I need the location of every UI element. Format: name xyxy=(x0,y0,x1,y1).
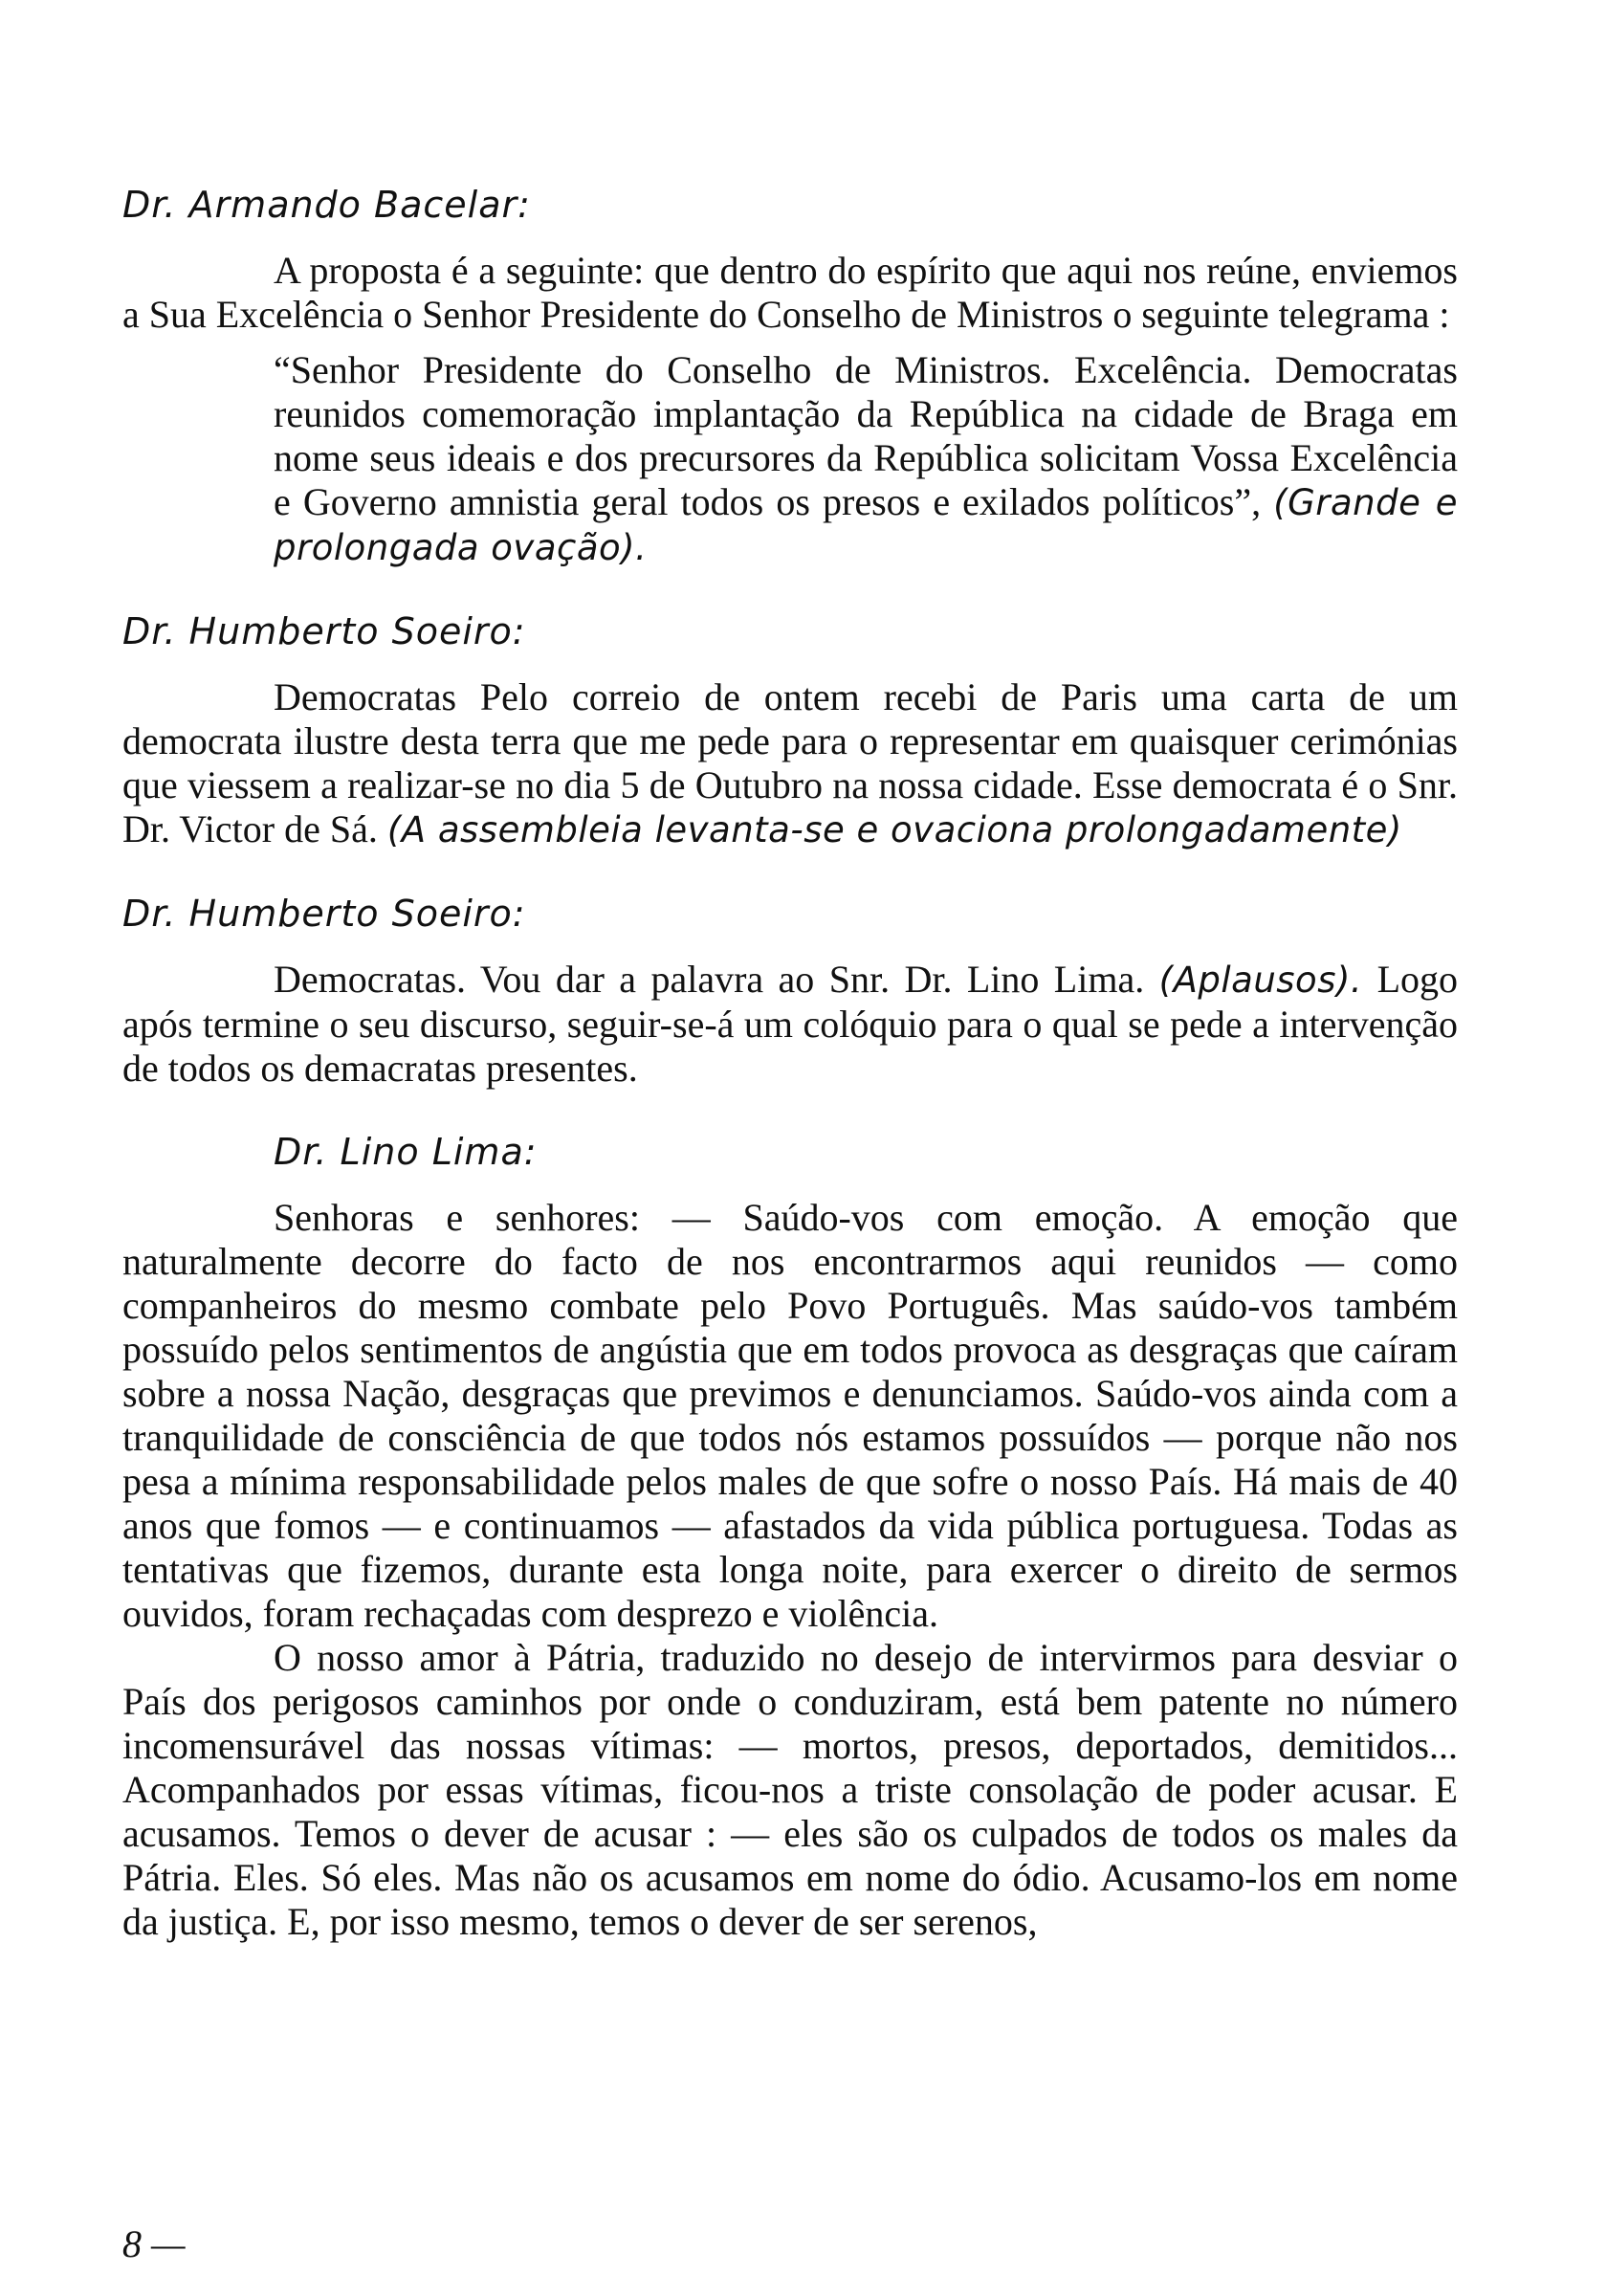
speaker-heading: Dr. Armando Bacelar: xyxy=(122,184,531,226)
speaker-heading: Dr. Humberto Soeiro: xyxy=(122,893,526,935)
paragraph: Senhoras e senhores: — Saúdo-vos com emoção. A emoção que naturalmente decorre do facto de nos encontrarmos aqui reunidos — como companheiros do mesmo combate pelo Povo Português. Mas saúdo-vos também possuído pelos sentimentos de angústia que em todos provoca as desgraças que caíram sobre a nossa Nação, desgraças que previmos e denunciamos. Saúdo-vos ainda com a tranquilidade de consciência de que todos nós estamos possuídos — porque não nos pesa a mínima responsabilidade pelos males de que sofre o nosso País. Há mais de 40 anos que fomos — e continuamos — afastados da vida pública portuguesa. Todas as tentativas que fizemos, durante esta longa noite, para exercer o direito de sermos ouvidos, foram rechaçadas com desprezo e violência. xyxy=(122,1196,1458,1635)
stage-direction: (Aplausos). xyxy=(1158,960,1363,1001)
paragraph-text-before: Democratas. Vou dar a palavra ao Snr. Dr. Lino Lima. xyxy=(274,958,1159,1001)
paragraph: A proposta é a seguinte: que dentro do espírito que aqui nos reúne, enviemos a Sua Excelência o Senhor Presidente do Conselho de Ministros o seguinte telegrama : xyxy=(122,249,1458,336)
section-humberto-soeiro-2 xyxy=(122,891,1458,1091)
paragraph xyxy=(122,958,1458,1091)
section-humberto-soeiro-1 xyxy=(122,608,1458,852)
section-armando-bacelar xyxy=(122,182,1458,570)
paragraph: O nosso amor à Pátria, traduzido no desejo de intervirmos para desviar o País dos perigosos caminhos por onde o conduziram, está bem patente no número incomensurável das nossas vítimas: — mortos, presos, deportados, demitidos... Acompanhados por essas vítimas, ficou-nos a triste consolação de poder acusar. E acusamos. Temos o dever de acusar : — eles são os culpados de todos os males da Pátria. Eles. Só eles. Mas não os acusamos em nome do ódio. Acusamo-los em nome da justiça. E, por isso mesmo, temos o dever de ser serenos, xyxy=(122,1636,1458,1943)
stage-direction: (A assembleia levanta-se e ovaciona prolongadamente) xyxy=(386,809,1402,850)
document-page xyxy=(122,182,1458,1982)
page-number: 8 — xyxy=(122,2222,186,2265)
quote-text: “Senhor Presidente do Conselho de Ministros. Excelência. Democratas reunidos comemoração implantação da República na cidade de Braga em nome seus ideais e dos precursores da República solicitam Vossa Excelência e Governo amnistia geral todos os presos e exilados políticos”, xyxy=(274,348,1458,523)
section-lino-lima xyxy=(122,1129,1458,1944)
telegram-quote xyxy=(274,348,1458,570)
paragraph-text: Democratas Pelo correio de ontem recebi de Paris uma carta de um democrata ilustre desta terra que me pede para o representar em quaisquer cerimónias que viessem a realizar-se no dia 5 de Outubro na nossa cidade. Esse democrata é o Snr. Dr. Victor de Sá. xyxy=(122,675,1458,850)
speaker-heading: Dr. Humberto Soeiro: xyxy=(122,610,526,652)
paragraph-text-after: Logo após termine o seu discurso, seguir-se-á um colóquio para o qual se pede a intervenção de todos os demacratas presentes. xyxy=(122,958,1459,1090)
speaker-heading: Dr. Lino Lima: xyxy=(274,1131,538,1173)
stage-direction: (Grande e prolongada ovação). xyxy=(274,482,1459,568)
paragraph xyxy=(122,675,1458,852)
